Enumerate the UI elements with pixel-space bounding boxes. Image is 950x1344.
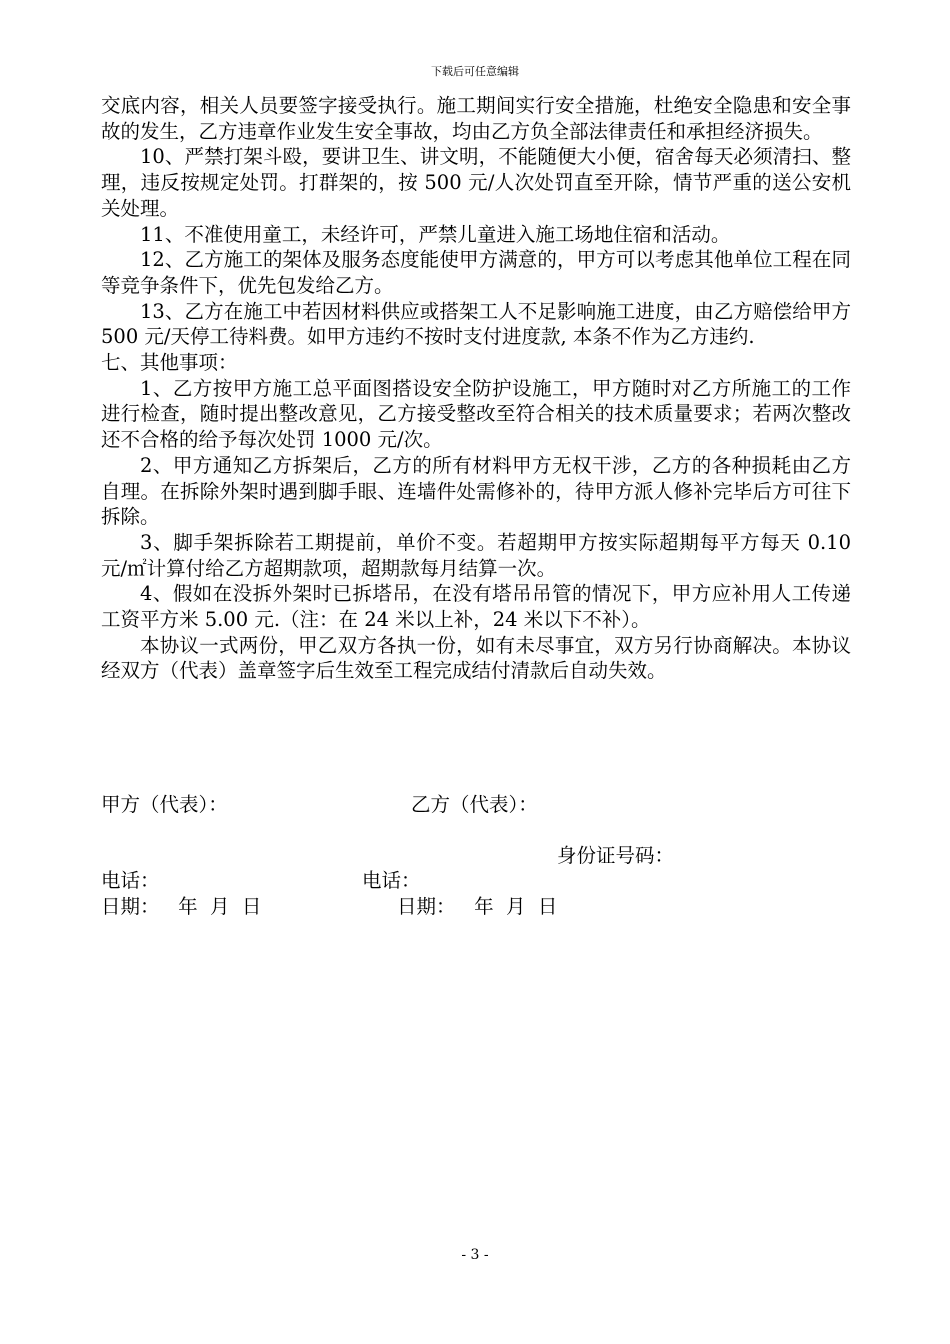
paragraph: 本协议一式两份，甲乙双方各执一份，如有未尽事宜，双方另行协商解决。本协议经双方（代表）盖章签字后生效至工程完成结付清款后自动失效。 xyxy=(101,633,851,683)
paragraph: 2、甲方通知乙方拆架后，乙方的所有材料甲方无权干涉，乙方的各种损耗由乙方自理。在拆除外架时遇到脚手眼、连墙件处需修补的，待甲方派人修补完毕后方可往下拆除。 xyxy=(101,453,851,529)
paragraph: 11、不准使用童工，未经许可，严禁儿童进入施工场地住宿和活动。 xyxy=(140,222,731,246)
party-a-signature-label: 甲方（代表）： xyxy=(101,793,228,816)
paragraph: 交底内容，相关人员要签字接受执行。施工期间实行安全措施，杜绝安全隐患和安全事故的发生，乙方违章作业发生安全事故，均由乙方负全部法律责任和承担经济损失。 xyxy=(101,94,851,143)
page-number: - 3 - xyxy=(461,1247,489,1263)
paragraph: 10、严禁打架斗殴，要讲卫生、讲文明，不能随便大小便，宿舍每天必须清扫、整理，违反按规定处罚。打群架的，按 500 元/人次处罚直至开除，情节严重的送公安机关处理。 xyxy=(101,145,851,220)
party-b-date-label: 日期： 年 月 日 xyxy=(397,895,558,918)
id-number-label: 身份证号码： xyxy=(557,844,675,867)
party-b-signature-label: 乙方（代表）： xyxy=(411,793,538,816)
party-b-phone-label: 电话： xyxy=(362,869,421,892)
contract-body xyxy=(101,93,851,684)
party-a-phone-label: 电话： xyxy=(101,869,160,892)
paragraph: 13、乙方在施工中若因材料供应或搭架工人不足影响施工进度，由乙方赔偿给甲方 500 元/天停工待料费。如甲方违约不按时支付进度款, 本条不作为乙方违约. xyxy=(101,299,851,349)
page-header: 下载后可任意编辑 xyxy=(431,65,519,78)
paragraph: 12、乙方施工的架体及服务态度能使甲方满意的，甲方可以考虑其他单位工程在同等竞争条件下，优先包发给乙方。 xyxy=(101,248,851,297)
paragraph: 3、脚手架拆除若工期提前，单价不变。若超期甲方按实际超期每平方每天 0.10 元/㎡计算付给乙方超期款项，超期款每月结算一次。 xyxy=(101,530,851,580)
section-heading: 七、其他事项： xyxy=(101,351,238,375)
paragraph: 4、假如在没拆外架时已拆塔吊，在没有塔吊吊管的情况下，甲方应补用人工传递工资平方米 5.00 元.（注：在 24 米以上补，24 米以下不补）。 xyxy=(101,582,851,632)
paragraph: 1、乙方按甲方施工总平面图搭设安全防护设施工，甲方随时对乙方所施工的工作进行检查，随时提出整改意见，乙方接受整改至符合相关的技术质量要求；若两次整改还不合格的给予每次处罚 1000 元/次。 xyxy=(101,376,851,452)
party-a-date-label: 日期： 年 月 日 xyxy=(101,895,262,918)
